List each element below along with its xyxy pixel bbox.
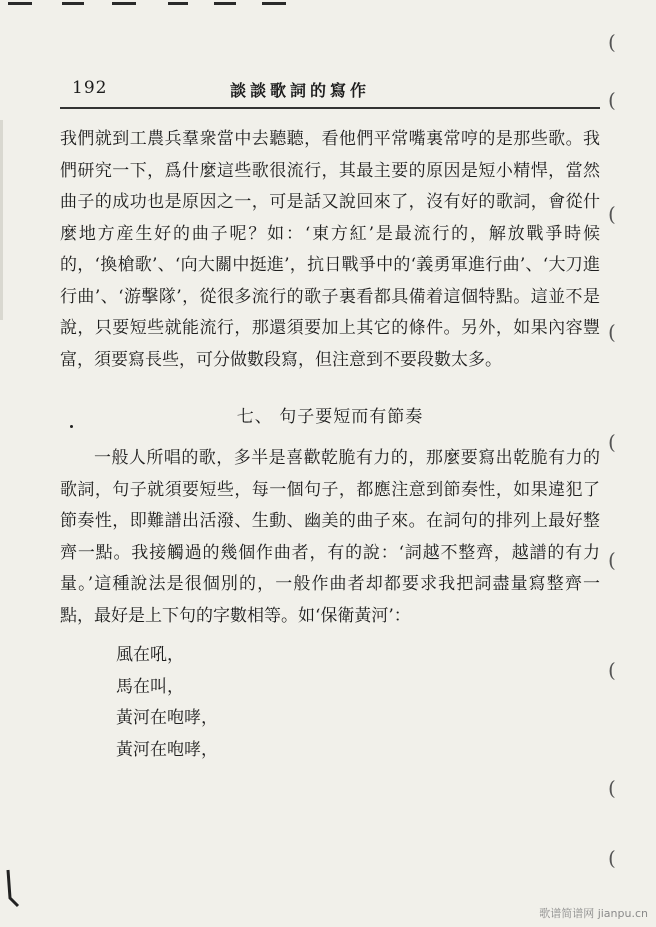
ink-speck xyxy=(70,425,73,428)
body-text xyxy=(60,124,600,766)
binding-hole-mark: ( xyxy=(608,430,616,454)
binding-hole-mark: ( xyxy=(608,320,616,344)
edge-dash xyxy=(168,2,188,5)
lyric-line: 黃河在咆哮， xyxy=(116,739,218,760)
binding-hole-mark: ( xyxy=(608,658,616,682)
top-edge-marks xyxy=(0,2,330,12)
edge-dash xyxy=(8,2,32,5)
binding-hole-mark: ( xyxy=(608,202,616,226)
binding-hole-mark: ( xyxy=(608,548,616,572)
binding-hole-mark: ( xyxy=(608,776,616,800)
section-heading: 七、 句子要短而有節奏 xyxy=(236,407,424,427)
binding-marks xyxy=(608,30,638,910)
edge-dash xyxy=(62,2,84,5)
lyric-line: 馬在叫， xyxy=(116,676,184,697)
running-title: 談談歌詞的寫作 xyxy=(230,81,371,100)
watermark: 歌谱简谱网 jianpu.cn xyxy=(539,907,648,920)
binding-hole-mark: ( xyxy=(608,30,616,54)
header-rule xyxy=(60,107,600,109)
edge-dash xyxy=(214,2,236,5)
edge-dash xyxy=(112,2,136,5)
paragraph: 一般人所唱的歌，多半是喜歡乾脆有力的，那麼要寫出乾脆有力的歌詞，句子就須要短些，每一個句子，都應注意到節奏性，如果違犯了節奏性，即難譜出活潑、生動、幽美的曲子來。在詞句的排列上最好整齊一點。我接觸過的幾個作曲者，有的說：‘詞越不整齊，越譜的有力量。’這種說法是很個別的，一般作曲者却都要求我把詞盡量寫整齊一點，最好是上下句的字數相等。如‘保衛黃河’： xyxy=(60,448,600,626)
page-header xyxy=(60,78,600,102)
paragraph: 我們就到工農兵羣衆當中去聽聽，看他們平常嘴裏常哼的是那些歌。我們研究一下，爲什麼這些歌很流行，其最主要的原因是短小精悍，當然曲子的成功也是原因之一，可是話又說回來了，沒有好的歌詞，會從什麼地方産生好的曲子呢？如：‘東方紅’是最流行的，解放戰爭時候的，‘換槍歌’、‘向大關中挺進’，抗日戰爭中的‘義勇軍進行曲’、‘大刀進行曲’、‘游擊隊’，從很多流行的歌子裏看都具備着這個特點。這並不是說，只要短些就能流行，那還須要加上其它的條件。另外，如果內容豐富，須要寫長些，可分做數段寫，但注意到不要段數太多。 xyxy=(60,129,600,370)
lyric-excerpt xyxy=(116,640,600,766)
left-edge-shadow xyxy=(0,120,3,320)
lyric-line: 黃河在咆哮， xyxy=(116,708,218,728)
corner-ink-mark xyxy=(4,868,20,908)
edge-dash xyxy=(262,2,286,5)
lyric-line: 風在吼， xyxy=(116,645,184,665)
binding-hole-mark: ( xyxy=(608,846,616,870)
binding-hole-mark: ( xyxy=(608,88,616,112)
page-number: 192 xyxy=(72,78,108,98)
